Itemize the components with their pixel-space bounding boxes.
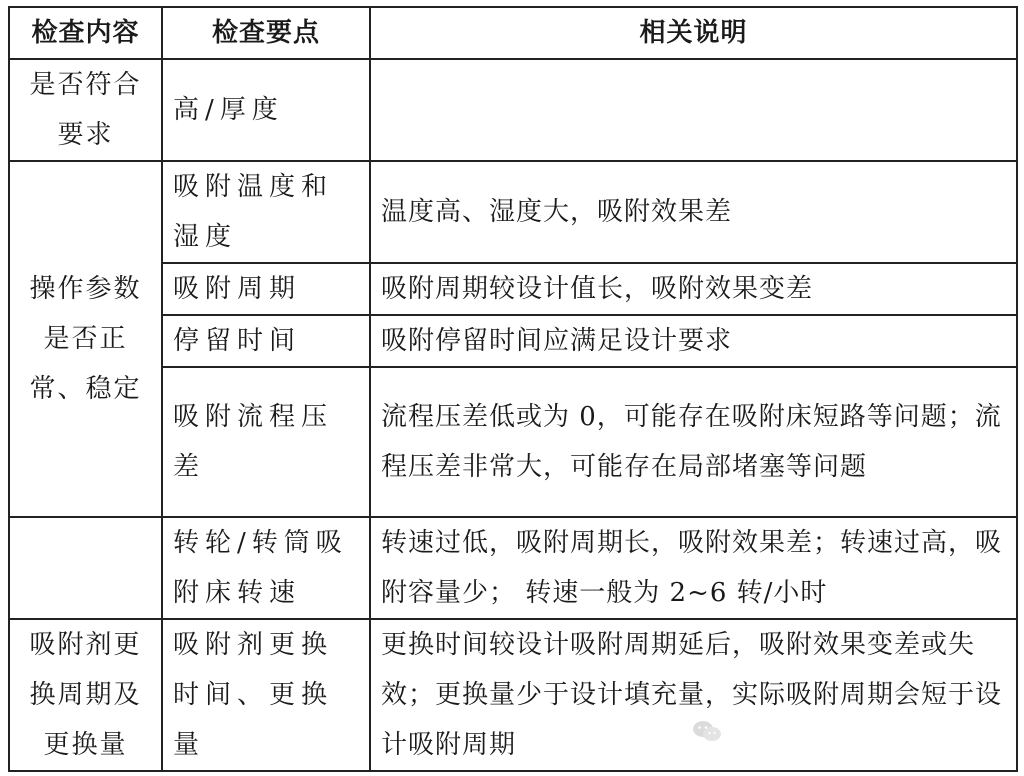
cell-point: 转轮/转筒吸附床转速 [162,517,370,619]
cell-point: 吸附温度和湿度 [162,161,370,263]
header-inspection-point: 检查要点 [162,7,370,59]
table-row [9,161,1017,263]
wechat-icon [692,720,722,742]
header-inspection-content: 检查内容 [9,7,162,59]
cell-content: 操作参数是否正常、稳定 [9,161,162,517]
cell-point: 吸附剂更换时间、更换量 [162,619,370,771]
table-row [9,517,1017,619]
cell-content [9,517,162,619]
cell-point: 停留时间 [162,315,370,367]
cell-point: 吸附流程压差 [162,367,370,517]
table-row [9,59,1017,161]
cell-note: 转速过低，吸附周期长，吸附效果差；转速过高，吸附容量少； 转速一般为 2~6 转/小时 [370,517,1017,619]
cell-note: 更换时间较设计吸附周期延后，吸附效果变差或失效；更换量少于设计填充量，实际吸附周期会短于设计吸附周期 [370,619,1017,771]
cell-note: 温度高、湿度大，吸附效果差 [370,161,1017,263]
table-row [9,619,1017,771]
cell-point: 高/厚度 [162,59,370,161]
header-row [9,7,1017,59]
cell-note: 吸附周期较设计值长，吸附效果变差 [370,263,1017,315]
inspection-table [8,6,1018,772]
cell-content: 是否符合要求 [9,59,162,161]
cell-note [370,59,1017,161]
cell-note: 吸附停留时间应满足设计要求 [370,315,1017,367]
header-related-notes: 相关说明 [370,7,1017,59]
cell-content: 吸附剂更换周期及更换量 [9,619,162,771]
cell-note: 流程压差低或为 0，可能存在吸附床短路等问题；流程压差非常大，可能存在局部堵塞等问题 [370,367,1017,517]
cell-point: 吸附周期 [162,263,370,315]
